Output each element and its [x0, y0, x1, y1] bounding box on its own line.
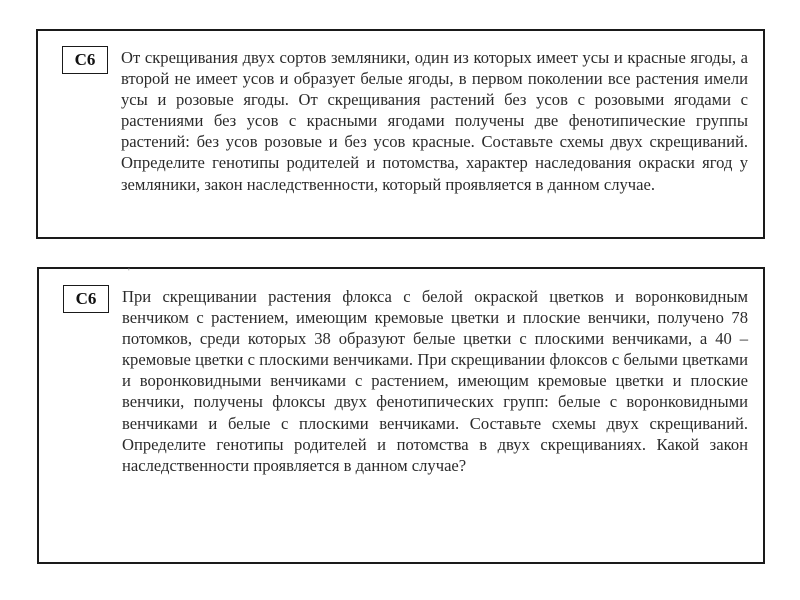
task-box-1: [36, 29, 765, 239]
task-text: От скрещивания двух сортов земляники, один из которых имеет усы и красные ягоды, а второй не имеет усов и образует белые ягоды, в первом поколении все растения имели усы и розовые ягоды. От скрещивания растений без усов с розовыми ягодами с растениями без усов с красными ягодами получены две фенотипические группы растений: без усов розовые и без усов красные. Составьте схемы двух скрещиваний. Определите генотипы родителей и потомства, характер наследования окраски ягод у земляники, закон наследственности, который проявляется в данном случае.: [121, 48, 748, 194]
task-number-badge: С6: [62, 46, 108, 74]
task-text: При скрещивании растения флокса с белой окраской цветков и воронковидным венчиком с растением, имеющим кремовые цветки и плоские венчики, получено 78 потомков, среди которых 38 образуют белые цветки с плоскими венчиками, а 40 – кремовые цветки с плоскими венчиками. При скрещивании флоксов с белыми цветками и воронковидными венчиками с растением, имеющим кремовые цветки и плоские венчики, получены флоксы двух фенотипических групп: белые с воронковидными венчиками и белые с плоскими венчиками. Составьте схемы двух скрещиваний. Определите генотипы родителей и потомства в двух скрещиваниях. Какой закон наследственности проявляется в данном случае?: [122, 287, 748, 475]
task-number-badge: С6: [63, 285, 109, 313]
task-box-2: [37, 267, 765, 564]
scan-mark: ': [128, 267, 130, 278]
